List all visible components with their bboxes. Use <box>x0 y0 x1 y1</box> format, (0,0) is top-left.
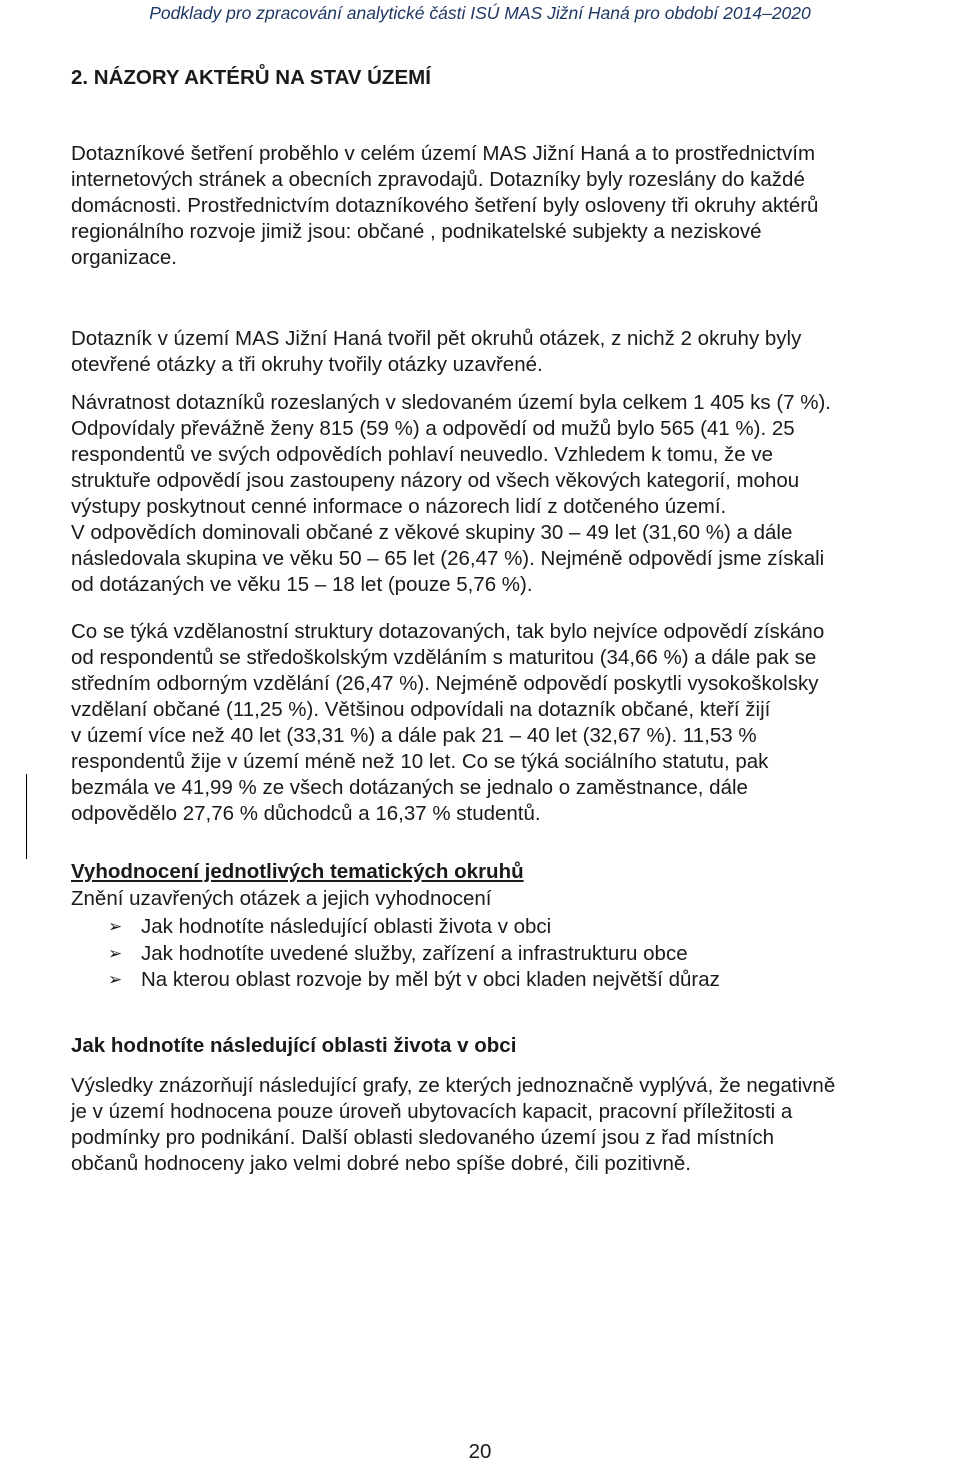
arrowhead-bullet-icon: ➢ <box>108 943 123 964</box>
section-title: 2. NÁZORY AKTÉRŮ NA STAV ÚZEMÍ <box>71 66 431 89</box>
list-item <box>108 967 720 994</box>
running-header: Podklady pro zpracování analytické části ISÚ MAS Jižní Haná pro období 2014–2020 <box>149 3 811 23</box>
paragraph-results-summary: Výsledky znázorňují následující grafy, ze kterých jednoznačně vyplývá, že negativně je v území hodnocena pouze úroveň ubytovacích kapacit, pracovní příležitosti a podmínky pro podnikání. Další oblasti sledovaného území jsou z řad místních občanů hodnoceny jako velmi dobré nebo spíše dobré, čili pozitivně. <box>71 1074 836 1175</box>
subsection-heading: Jak hodnotíte následující oblasti života v obci <box>71 1034 517 1057</box>
paragraph-return-rate: Návratnost dotazníků rozeslaných v sledovaném území byla celkem 1 405 ks (7 %). Odpovídaly převážně ženy 815 (59 %) a odpovědí od mužů bylo 565 (41 %). 25 respondentů ve svých odpovědích pohlaví neuvedlo. Vzhledem k tomu, že ve struktuře odpovědí jsou zastoupeny názory od všech věkových kategorií, mohou výstupy poskytnout cenné informace o názorech lidí z dotčeného území. V odpovědích dominovali občané z věkové skupiny 30 – 49 let (31,60 %) a dále následovala skupina ve věku 50 – 65 let (26,47 %). Nejméně odpovědí jsme získali od dotázaných ve věku 15 – 18 let (pouze 5,76 %). <box>71 391 831 596</box>
evaluation-intro: Znění uzavřených otázek a jejich vyhodnocení <box>71 887 492 910</box>
question-list <box>108 914 720 994</box>
arrowhead-bullet-icon: ➢ <box>108 917 123 937</box>
arrowhead-bullet-icon: ➢ <box>108 970 123 990</box>
page-number: 20 <box>468 1440 492 1463</box>
list-item-label: Na kterou oblast rozvoje by měl být v obci kladen největší důraz <box>141 968 720 991</box>
evaluation-heading: Vyhodnocení jednotlivých tematických okruhů <box>71 860 524 883</box>
paragraph-education-structure: Co se týká vzdělanostní struktury dotazovaných, tak bylo nejvíce odpovědí získáno od respondentů se středoškolským vzděláním s maturitou (34,66 %) a dále pak se středním odborným vzdělání (26,47 %). Nejméně odpovědí poskytli vysokoškolsky vzdělaní občané (11,25 %). Většinou odpovídali na dotazník občané, kteří žijí v území více než 40 let (33,31 %) a dále pak 21 – 40 let (32,67 %). 11,53 % respondentů žije v území méně než 10 let. Co se týká sociálního statutu, pak bezmála ve 41,99 % ze všech dotázaných se jednalo o zaměstnance, dále odpovědělo 27,76 % důchodců a 16,37 % studentů. <box>71 620 825 825</box>
list-item <box>108 941 720 968</box>
list-item <box>108 914 720 941</box>
revision-change-bar <box>26 774 27 859</box>
paragraph-survey-intro: Dotazníkové šetření proběhlo v celém území MAS Jižní Haná a to prostřednictvím internetových stránek a obecních zpravodajů. Dotazníky byly rozeslány do každé domácnosti. Prostřednictvím dotazníkového šetření byly osloveny tři okruhy aktérů regionálního rozvoje jimiž jsou: občané , podnikatelské subjekty a neziskové organizace. <box>71 142 819 269</box>
list-item-label: Jak hodnotíte uvedené služby, zařízení a infrastrukturu obce <box>141 941 688 965</box>
paragraph-questionnaire-structure: Dotazník v území MAS Jižní Haná tvořil pět okruhů otázek, z nichž 2 okruhy byly otevřené otázky a tři okruhy tvořily otázky uzavřené. <box>71 327 802 376</box>
list-item-label: Jak hodnotíte následující oblasti života v obci <box>141 915 552 938</box>
